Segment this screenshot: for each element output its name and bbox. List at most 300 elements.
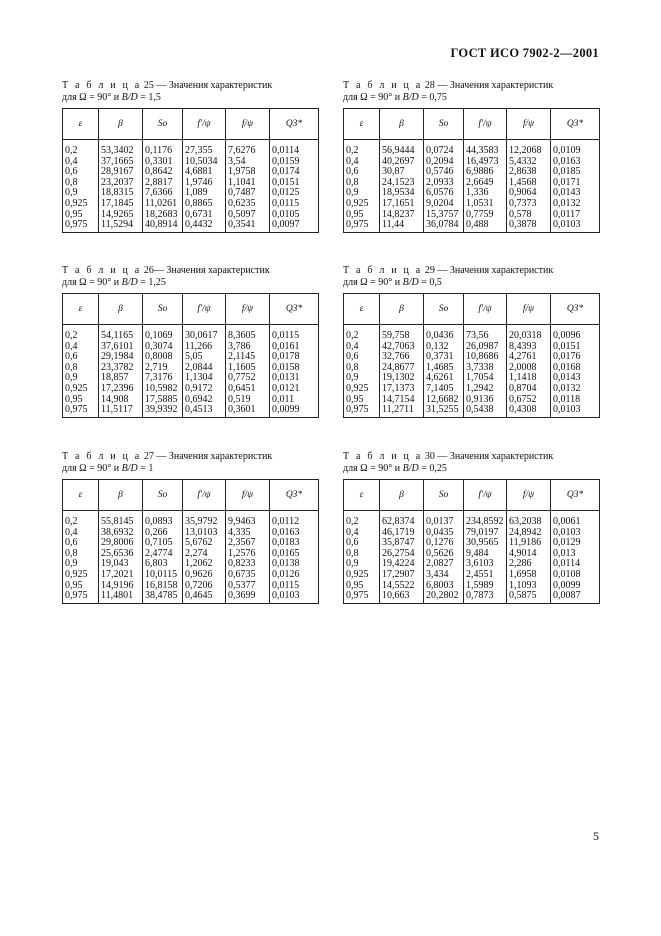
table-label: Т а б л и ц а [62, 265, 142, 276]
table-cell: 0,0103 [551, 405, 600, 417]
table-cell: 1,089 [183, 188, 226, 199]
table-condition-value: = 1 [137, 463, 154, 474]
table-cell: 10,0115 [143, 570, 183, 581]
table-caption [343, 80, 599, 104]
table-cell: 0,8 [344, 363, 380, 374]
column-header: Q3* [551, 109, 600, 140]
table-cell: 0,8008 [143, 352, 183, 363]
table-cell: 0,0121 [270, 384, 319, 395]
table-dash: — [434, 451, 450, 462]
table-cell: 0,5746 [424, 167, 464, 178]
table-cell: 2,8638 [507, 167, 551, 178]
column-header: f/ψ [226, 294, 270, 325]
column-header: Q3* [270, 480, 319, 511]
table-cell: 0,1276 [424, 538, 464, 549]
table-cell: 1,4685 [424, 363, 464, 374]
table-row [63, 167, 319, 178]
table-row [344, 140, 600, 157]
table-cell: 0,925 [63, 570, 99, 581]
table-cell: 0,6451 [226, 384, 270, 395]
table-cell: 0,0114 [270, 140, 319, 157]
table-cell: 0,9 [63, 373, 99, 384]
table-cell: 0,0129 [551, 538, 600, 549]
table-label: Т а б л и ц а [62, 451, 142, 462]
table-cell: 7,6366 [143, 188, 183, 199]
table-cell: 0,6235 [226, 199, 270, 210]
table-cell: 6,0576 [424, 188, 464, 199]
column-header: f′/ψ [183, 294, 226, 325]
table-cell: 0,95 [63, 395, 99, 406]
table-cell: 0,0137 [424, 511, 464, 528]
table-cell: 11,5294 [99, 220, 143, 232]
table-row [344, 373, 600, 384]
table-cell: 0,011 [270, 395, 319, 406]
table-cell: 0,8 [63, 549, 99, 560]
table-condition-value: = 0,25 [418, 463, 447, 474]
table-cell: 0,0103 [270, 591, 319, 603]
table-cell: 2,6649 [464, 178, 507, 189]
table-cell: 1,0531 [464, 199, 507, 210]
column-header: f/ψ [226, 480, 270, 511]
table-cell: 0,4 [344, 528, 380, 539]
column-header: β [380, 294, 424, 325]
table-condition-prefix: для Ω = 90° и [62, 277, 122, 288]
table-cell: 25,6536 [99, 549, 143, 560]
table-cell: 0,0163 [270, 528, 319, 539]
table-cell: 0,2 [344, 325, 380, 342]
table-cell: 30,87 [380, 167, 424, 178]
table-condition-value: = 0,5 [418, 277, 442, 288]
table-cell: 0,3541 [226, 220, 270, 232]
table-cell: 0,8 [344, 549, 380, 560]
table-cell: 0,3731 [424, 352, 464, 363]
table-cell: 1,1418 [507, 373, 551, 384]
table-row [344, 549, 600, 560]
table-cell: 234,8592 [464, 511, 507, 528]
table-cell: 37,6101 [99, 342, 143, 353]
table-cell: 40,8914 [143, 220, 183, 232]
table-cell: 35,8747 [380, 538, 424, 549]
table-condition-prefix: для Ω = 90° и [62, 463, 122, 474]
table-cell: 0,0174 [270, 167, 319, 178]
table-cell: 0,0115 [270, 199, 319, 210]
table-cell: 0,975 [63, 405, 99, 417]
table-cell: 9,9463 [226, 511, 270, 528]
table-cell: 0,9 [63, 188, 99, 199]
table-row [63, 395, 319, 406]
column-header: β [380, 480, 424, 511]
table-row [344, 188, 600, 199]
table-dash: — [153, 451, 169, 462]
table-title: Значения характеристик [449, 265, 554, 276]
table-cell: 17,2396 [99, 384, 143, 395]
table-row [344, 559, 600, 570]
table-cell: 6,803 [143, 559, 183, 570]
table-row [344, 395, 600, 406]
table-cell: 4,6881 [183, 167, 226, 178]
table-cell: 17,5885 [143, 395, 183, 406]
table-row [63, 140, 319, 157]
table-cell: 0,975 [344, 220, 380, 232]
table-cell: 0,4308 [507, 405, 551, 417]
table-row [63, 157, 319, 168]
table-cell: 0,4 [63, 342, 99, 353]
table-cell: 0,6735 [226, 570, 270, 581]
table-cell: 0,578 [507, 210, 551, 221]
table-cell: 0,9064 [507, 188, 551, 199]
table-cell: 14,9196 [99, 581, 143, 592]
table-caption [62, 80, 318, 104]
table-cell: 0,8704 [507, 384, 551, 395]
table-cell: 17,2021 [99, 570, 143, 581]
table-cell: 0,95 [63, 210, 99, 221]
table-cell: 23,2037 [99, 178, 143, 189]
table-cell: 0,5875 [507, 591, 551, 603]
table-cell: 3,54 [226, 157, 270, 168]
table-cell: 18,2683 [143, 210, 183, 221]
table-cell: 0,0132 [551, 384, 600, 395]
table-row [63, 528, 319, 539]
table-cell: 0,4 [344, 157, 380, 168]
table-cell: 2,1145 [226, 352, 270, 363]
table-cell: 0,5097 [226, 210, 270, 221]
table-cell: 63,2038 [507, 511, 551, 528]
table-row [63, 363, 319, 374]
table-block [62, 265, 318, 418]
table-cell: 0,95 [344, 210, 380, 221]
table-cell: 2,4774 [143, 549, 183, 560]
table-row [344, 167, 600, 178]
table-row [63, 352, 319, 363]
table-cell: 31,5255 [424, 405, 464, 417]
table-row [344, 157, 600, 168]
table-cell: 0,6 [344, 352, 380, 363]
table-cell: 20,0318 [507, 325, 551, 342]
table-cell: 62,8374 [380, 511, 424, 528]
table-condition-value: = 1,5 [137, 92, 161, 103]
table-cell: 0,975 [344, 405, 380, 417]
table-cell: 53,3402 [99, 140, 143, 157]
table-label: Т а б л и ц а [343, 451, 423, 462]
table-row [63, 405, 319, 417]
table-cell: 2,0827 [424, 559, 464, 570]
table-cell: 0,3878 [507, 220, 551, 232]
table-block [343, 451, 599, 604]
table-cell: 24,8942 [507, 528, 551, 539]
table-cell: 1,5989 [464, 581, 507, 592]
table-row [344, 570, 600, 581]
table-cell: 2,0844 [183, 363, 226, 374]
table-cell: 0,0118 [551, 395, 600, 406]
table-cell: 0,4432 [183, 220, 226, 232]
table-cell: 6,8003 [424, 581, 464, 592]
data-table [62, 108, 319, 233]
table-cell: 0,9 [344, 188, 380, 199]
table-cell: 3,7338 [464, 363, 507, 374]
table-cell: 0,0138 [270, 559, 319, 570]
table-cell: 29,1984 [99, 352, 143, 363]
table-cell: 5,4332 [507, 157, 551, 168]
table-row [63, 538, 319, 549]
table-cell: 1,2062 [183, 559, 226, 570]
data-table [343, 293, 600, 418]
table-cell: 17,1373 [380, 384, 424, 395]
table-cell: 0,0185 [551, 167, 600, 178]
table-cell: 2,719 [143, 363, 183, 374]
table-cell: 5,05 [183, 352, 226, 363]
table-cell: 0,0103 [551, 528, 600, 539]
table-cell: 11,4801 [99, 591, 143, 603]
table-block [62, 451, 318, 604]
table-cell: 18,8315 [99, 188, 143, 199]
table-condition-prefix: для Ω = 90° и [343, 463, 403, 474]
column-header: So [424, 480, 464, 511]
table-label: Т а б л и ц а [343, 265, 423, 276]
table-header-row [63, 294, 319, 325]
table-cell: 37,1665 [99, 157, 143, 168]
table-cell: 18,9534 [380, 188, 424, 199]
table-cell: 0,0097 [270, 220, 319, 232]
table-cell: 0,0436 [424, 325, 464, 342]
table-label: Т а б л и ц а [343, 80, 423, 91]
table-cell: 1,4568 [507, 178, 551, 189]
table-header-row [344, 294, 600, 325]
table-cell: 0,0176 [551, 352, 600, 363]
table-cell: 0,0125 [270, 188, 319, 199]
table-cell: 0,0105 [270, 210, 319, 221]
table-cell: 2,286 [507, 559, 551, 570]
table-row [344, 528, 600, 539]
table-cell: 4,335 [226, 528, 270, 539]
table-cell: 1,7054 [464, 373, 507, 384]
table-cell: 0,7105 [143, 538, 183, 549]
table-row [63, 210, 319, 221]
table-cell: 0,975 [63, 220, 99, 232]
table-cell: 36,0784 [424, 220, 464, 232]
table-cell: 0,488 [464, 220, 507, 232]
table-title: Значения характеристик [449, 451, 554, 462]
table-cell: 0,9172 [183, 384, 226, 395]
table-cell: 1,9758 [226, 167, 270, 178]
table-cell: 19,1302 [380, 373, 424, 384]
table-cell: 59,758 [380, 325, 424, 342]
table-dash: — [434, 265, 450, 276]
table-cell: 11,2711 [380, 405, 424, 417]
data-table [62, 479, 319, 604]
table-cell: 8,4393 [507, 342, 551, 353]
column-header: So [424, 109, 464, 140]
table-row [63, 220, 319, 232]
table-row [63, 325, 319, 342]
table-cell: 0,975 [344, 591, 380, 603]
table-cell: 0,5377 [226, 581, 270, 592]
table-cell: 7,1405 [424, 384, 464, 395]
table-cell: 0,0115 [270, 325, 319, 342]
table-label: Т а б л и ц а [62, 80, 142, 91]
table-cell: 1,1304 [183, 373, 226, 384]
data-table [343, 479, 600, 604]
data-table [62, 293, 319, 418]
table-cell: 0,0099 [270, 405, 319, 417]
column-header: f′/ψ [183, 109, 226, 140]
column-header: β [380, 109, 424, 140]
table-row [344, 363, 600, 374]
table-cell: 55,8145 [99, 511, 143, 528]
table-row [63, 559, 319, 570]
table-cell: 3,6103 [464, 559, 507, 570]
table-cell: 0,0126 [270, 570, 319, 581]
table-cell: 2,8817 [143, 178, 183, 189]
table-cell: 19,043 [99, 559, 143, 570]
table-cell: 0,5438 [464, 405, 507, 417]
table-cell: 0,975 [63, 591, 99, 603]
table-cell: 0,95 [344, 581, 380, 592]
table-cell: 0,6942 [183, 395, 226, 406]
table-cell: 42,7063 [380, 342, 424, 353]
table-cell: 0,0151 [551, 342, 600, 353]
table-cell: 18,857 [99, 373, 143, 384]
table-cell: 73,56 [464, 325, 507, 342]
table-cell: 56,9444 [380, 140, 424, 157]
table-cell: 0,8 [63, 363, 99, 374]
document-header: ГОСТ ИСО 7902-2—2001 [450, 46, 599, 60]
table-caption [343, 265, 599, 289]
table-dash: — [153, 80, 169, 91]
table-cell: 0,266 [143, 528, 183, 539]
table-cell: 2,3567 [226, 538, 270, 549]
table-cell: 30,0617 [183, 325, 226, 342]
table-cell: 0,6 [344, 538, 380, 549]
table-cell: 0,7759 [464, 210, 507, 221]
table-row [63, 581, 319, 592]
table-row [344, 220, 600, 232]
table-cell: 0,0165 [270, 549, 319, 560]
table-row [344, 178, 600, 189]
table-row [63, 549, 319, 560]
table-row [344, 538, 600, 549]
column-header: Q3* [270, 109, 319, 140]
table-cell: 0,0183 [270, 538, 319, 549]
table-block [343, 80, 599, 233]
table-cell: 10,5034 [183, 157, 226, 168]
column-header: ε [63, 109, 99, 140]
table-cell: 0,9 [63, 559, 99, 570]
table-cell: 0,0131 [270, 373, 319, 384]
table-cell: 0,2094 [424, 157, 464, 168]
table-cell: 10,663 [380, 591, 424, 603]
table-cell: 26,0987 [464, 342, 507, 353]
column-header: f′/ψ [464, 294, 507, 325]
table-cell: 0,6752 [507, 395, 551, 406]
column-header: So [424, 294, 464, 325]
table-row [344, 405, 600, 417]
table-cell: 0,925 [63, 384, 99, 395]
table-cell: 15,3757 [424, 210, 464, 221]
table-row [344, 581, 600, 592]
table-cell: 0,2 [63, 511, 99, 528]
table-title: Значения характеристик [166, 265, 270, 276]
table-cell: 0,9136 [464, 395, 507, 406]
table-cell: 0,0435 [424, 528, 464, 539]
table-cell: 0,925 [344, 199, 380, 210]
table-cell: 28,9167 [99, 167, 143, 178]
table-cell: 0,8 [344, 178, 380, 189]
column-header: f/ψ [507, 294, 551, 325]
table-header-row [344, 109, 600, 140]
table-cell: 0,6 [344, 167, 380, 178]
table-cell: 0,4 [63, 157, 99, 168]
table-cell: 27,355 [183, 140, 226, 157]
table-cell: 0,0132 [551, 199, 600, 210]
column-header: β [99, 294, 143, 325]
table-cell: 0,95 [63, 581, 99, 592]
table-cell: 0,1069 [143, 325, 183, 342]
table-cell: 26,2754 [380, 549, 424, 560]
column-header: So [143, 109, 183, 140]
table-cell: 5,6762 [183, 538, 226, 549]
table-cell: 11,9186 [507, 538, 551, 549]
table-row [63, 188, 319, 199]
table-cell: 0,4645 [183, 591, 226, 603]
table-cell: 4,6261 [424, 373, 464, 384]
table-cell: 46,1719 [380, 528, 424, 539]
table-cell: 2,0933 [424, 178, 464, 189]
column-header: Q3* [270, 294, 319, 325]
table-cell: 0,6 [63, 167, 99, 178]
table-cell: 0,4 [63, 528, 99, 539]
table-cell: 0,0143 [551, 188, 600, 199]
table-cell: 14,5522 [380, 581, 424, 592]
table-cell: 17,2907 [380, 570, 424, 581]
table-cell: 0,0061 [551, 511, 600, 528]
table-cell: 0,0103 [551, 220, 600, 232]
table-cell: 0,013 [551, 549, 600, 560]
table-cell: 14,908 [99, 395, 143, 406]
table-cell: 0,7206 [183, 581, 226, 592]
table-cell: 0,5626 [424, 549, 464, 560]
table-cell: 0,2 [63, 140, 99, 157]
table-cell: 23,3782 [99, 363, 143, 374]
table-header-row [344, 480, 600, 511]
column-header: Q3* [551, 480, 600, 511]
table-cell: 11,5117 [99, 405, 143, 417]
table-cell: 0,0096 [551, 325, 600, 342]
table-cell: 9,484 [464, 549, 507, 560]
table-cell: 0,0108 [551, 570, 600, 581]
table-cell: 0,0159 [270, 157, 319, 168]
table-cell: 0,9 [344, 373, 380, 384]
table-cell: 35,9792 [183, 511, 226, 528]
table-cell: 17,1845 [99, 199, 143, 210]
table-cell: 0,0161 [270, 342, 319, 353]
table-cell: 0,7487 [226, 188, 270, 199]
data-table [343, 108, 600, 233]
table-cell: 1,9746 [183, 178, 226, 189]
table-cell: 11,44 [380, 220, 424, 232]
table-cell: 2,274 [183, 549, 226, 560]
table-condition-prefix: для Ω = 90° и [62, 92, 122, 103]
table-caption [62, 451, 318, 475]
table-cell: 54,1165 [99, 325, 143, 342]
table-condition-variable: B/D [402, 92, 419, 103]
table-cell: 3,434 [424, 570, 464, 581]
table-row [63, 373, 319, 384]
table-row [344, 591, 600, 603]
table-block [62, 80, 318, 233]
table-cell: 11,266 [183, 342, 226, 353]
column-header: ε [344, 294, 380, 325]
table-cell: 6,9886 [464, 167, 507, 178]
